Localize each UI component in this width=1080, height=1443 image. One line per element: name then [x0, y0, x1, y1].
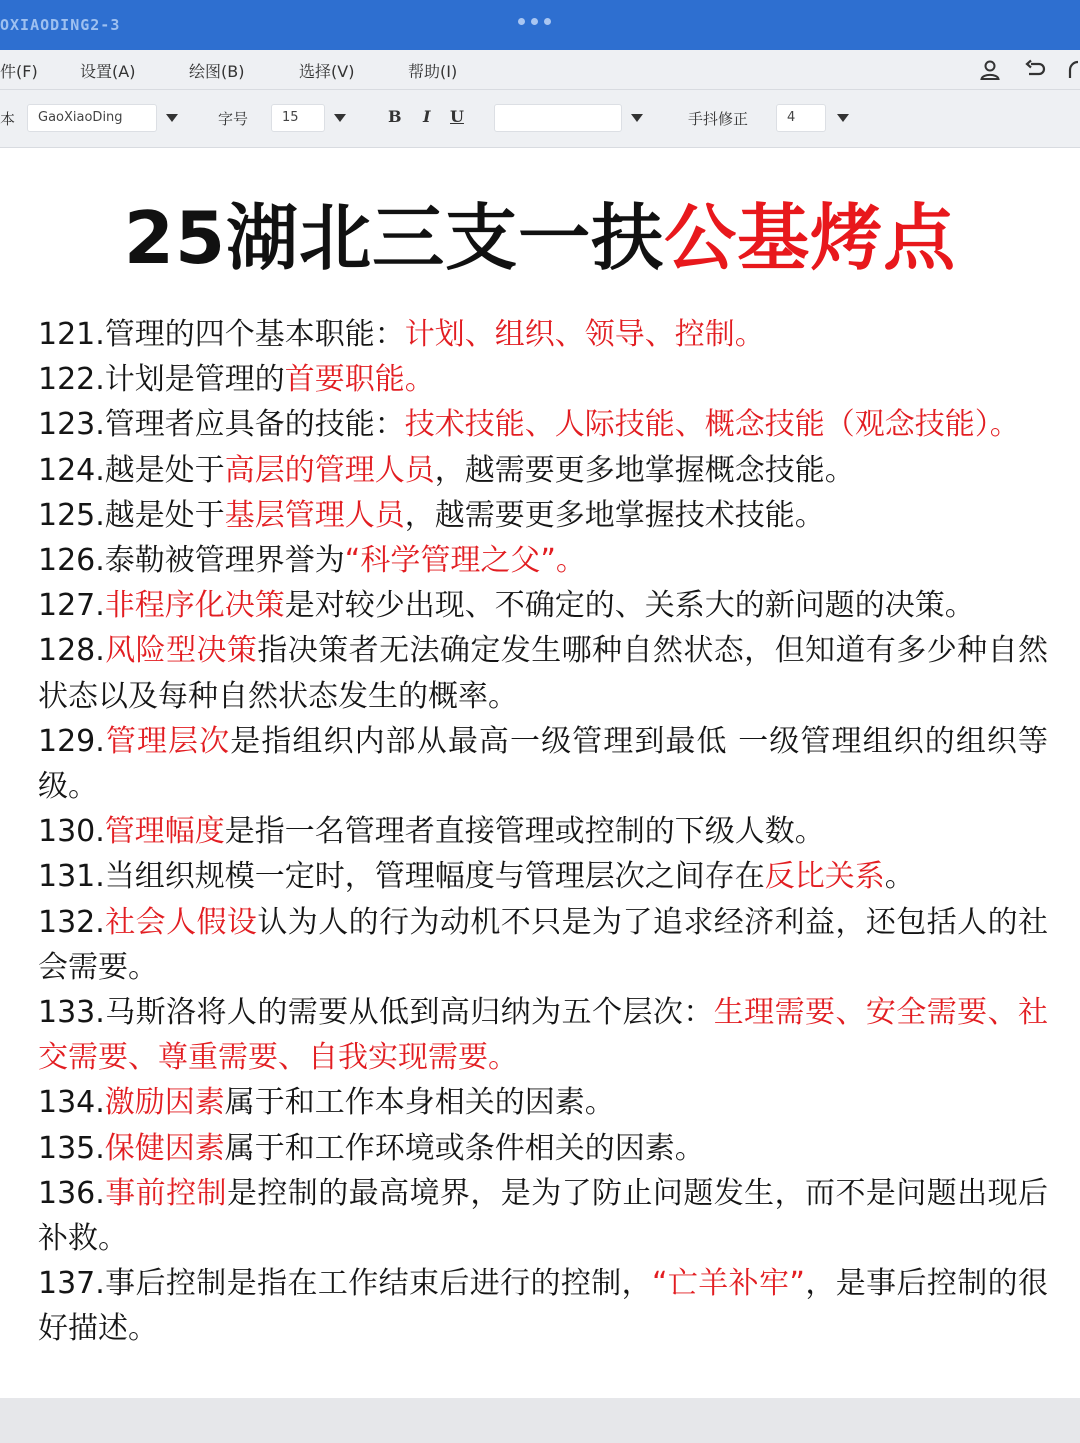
body-text: 127. — [38, 588, 105, 624]
list-item — [38, 448, 1048, 493]
menu-help[interactable]: 帮助(I) — [408, 62, 458, 81]
body-text: 124.越是处于 — [38, 452, 225, 488]
body-text: 132. — [38, 904, 105, 940]
body-text: 认为人的行为动机不只是为了追求经济利益，还包括人的社会需要。 — [38, 904, 1049, 985]
chevron-down-icon[interactable] — [166, 114, 178, 122]
body-text: 135. — [38, 1130, 105, 1166]
body-text: 134. — [38, 1085, 105, 1121]
highlight-text: 激励因素 — [104, 1085, 225, 1121]
list-item — [38, 1261, 1048, 1351]
bottom-strip — [0, 1398, 1080, 1443]
dot — [544, 18, 551, 25]
bold-button[interactable]: B — [388, 107, 402, 126]
undo-icon[interactable] — [1024, 58, 1048, 82]
body-text: 是对较少出现、不确定的、关系大的新问题的决策。 — [284, 588, 975, 624]
body-text: 。 — [884, 859, 915, 895]
list-item — [38, 312, 1048, 357]
body-text: 是指组织内部从最高一级管理到最低 一级管理组织的组织等级。 — [38, 723, 1048, 805]
body-text: 121.管理的四个基本职能： — [38, 317, 405, 352]
document-body — [38, 312, 1048, 1352]
list-item — [38, 1080, 1048, 1125]
list-item — [38, 990, 1048, 1080]
font-size-select[interactable]: 15 — [271, 104, 325, 132]
list-item — [38, 402, 1048, 447]
user-icon[interactable] — [978, 58, 1002, 82]
highlight-text: 事前控制 — [104, 1175, 227, 1211]
highlight-text: 管理幅度 — [104, 814, 225, 850]
body-text: 属于和工作本身相关的因素。 — [224, 1085, 615, 1121]
menu-file[interactable]: 件(F) — [0, 62, 38, 81]
body-text: ，越需要更多地掌握概念技能。 — [434, 452, 855, 488]
dot — [531, 18, 538, 25]
list-item — [38, 583, 1048, 628]
highlight-text: 社会人假设 — [104, 904, 258, 940]
tremor-correction-select[interactable]: 4 — [776, 104, 826, 132]
highlight-text: 首要职能。 — [284, 362, 435, 398]
chevron-down-icon[interactable] — [631, 114, 643, 122]
body-text: 133.马斯洛将人的需要从低到高归纳为五个层次： — [38, 995, 714, 1031]
highlight-text: “亡羊补牢” — [652, 1266, 805, 1302]
list-item — [38, 719, 1048, 809]
font-size-label: 字号 — [218, 110, 249, 128]
body-text: ，越需要更多地掌握技术技能。 — [404, 497, 825, 533]
menu-select[interactable]: 选择(V) — [299, 62, 355, 81]
list-item — [38, 357, 1048, 402]
body-text: 126.泰勒被管理界誉为 — [38, 543, 345, 579]
menu-settings[interactable]: 设置(A) — [80, 62, 136, 81]
body-text: 128. — [38, 633, 105, 669]
highlight-text: 生理需要、安全需要、社交需要、尊重需要、自我实现需要。 — [38, 995, 1049, 1076]
body-text: 136. — [38, 1175, 105, 1211]
list-item — [38, 854, 1048, 899]
list-item — [38, 809, 1048, 854]
italic-button[interactable]: I — [423, 107, 431, 126]
chevron-down-icon[interactable] — [334, 114, 346, 122]
highlight-text: 反比关系 — [764, 859, 885, 895]
title-highlight: 公基烤点 — [664, 196, 957, 280]
body-text: 125.越是处于 — [38, 497, 225, 533]
tremor-correction-label: 手抖修正 — [688, 110, 749, 128]
menu-bar — [0, 50, 1080, 90]
highlight-text: 基层管理人员 — [224, 497, 405, 533]
body-text: 是控制的最高境界，是为了防止问题发生，而不是问题出现后补救。 — [38, 1175, 1049, 1257]
window-dots-menu[interactable] — [518, 18, 551, 25]
document-title — [0, 180, 1080, 284]
window-title-bar — [0, 0, 1080, 50]
highlight-text: 技术技能、人际技能、概念技能（观念技能）。 — [404, 407, 1020, 443]
highlight-text: 保健因素 — [104, 1130, 225, 1166]
list-item — [38, 493, 1048, 538]
body-text: ，是事后控制的很好描述。 — [38, 1266, 1049, 1347]
title-main: 25湖北三支一扶 — [123, 196, 665, 280]
color-select[interactable] — [494, 104, 622, 132]
highlight-text: 计划、组织、领导、控制。 — [404, 317, 765, 352]
dot — [518, 18, 525, 25]
body-text: 是指一名管理者直接管理或控制的下级人数。 — [224, 814, 825, 850]
body-text: 131.当组织规模一定时，管理幅度与管理层次之间存在 — [38, 859, 765, 895]
body-text: 属于和工作环境或条件相关的因素。 — [224, 1130, 705, 1166]
underline-button[interactable]: U — [450, 107, 464, 126]
body-text: 137.事后控制是指在工作结束后进行的控制， — [38, 1266, 652, 1302]
list-item — [38, 538, 1048, 583]
format-toolbar — [0, 90, 1080, 148]
font-label: 本 — [0, 110, 16, 128]
list-item — [38, 1171, 1048, 1261]
body-text: 130. — [38, 814, 105, 850]
font-select[interactable]: GaoXiaoDing — [27, 104, 157, 132]
list-item — [38, 628, 1048, 718]
list-item — [38, 900, 1048, 990]
chevron-down-icon[interactable] — [837, 114, 849, 122]
menu-draw[interactable]: 绘图(B) — [189, 62, 245, 81]
redo-icon[interactable] — [1066, 58, 1080, 82]
highlight-text: “科学管理之父”。 — [344, 543, 586, 579]
highlight-text: 风险型决策 — [104, 633, 258, 669]
body-text: 122.计划是管理的 — [38, 362, 285, 398]
highlight-text: 非程序化决策 — [104, 588, 285, 624]
body-text: 指决策者无法确定发生哪种自然状态，但知道有多少种自然状态以及每种自然状态发生的概率。 — [38, 633, 1049, 714]
body-text: 123.管理者应具备的技能： — [38, 407, 405, 443]
body-text: 129. — [38, 723, 105, 759]
list-item — [38, 1126, 1048, 1171]
highlight-text: 管理层次 — [104, 723, 231, 759]
app-title: OXIAODING2-3 — [0, 16, 121, 34]
highlight-text: 高层的管理人员 — [224, 452, 435, 488]
